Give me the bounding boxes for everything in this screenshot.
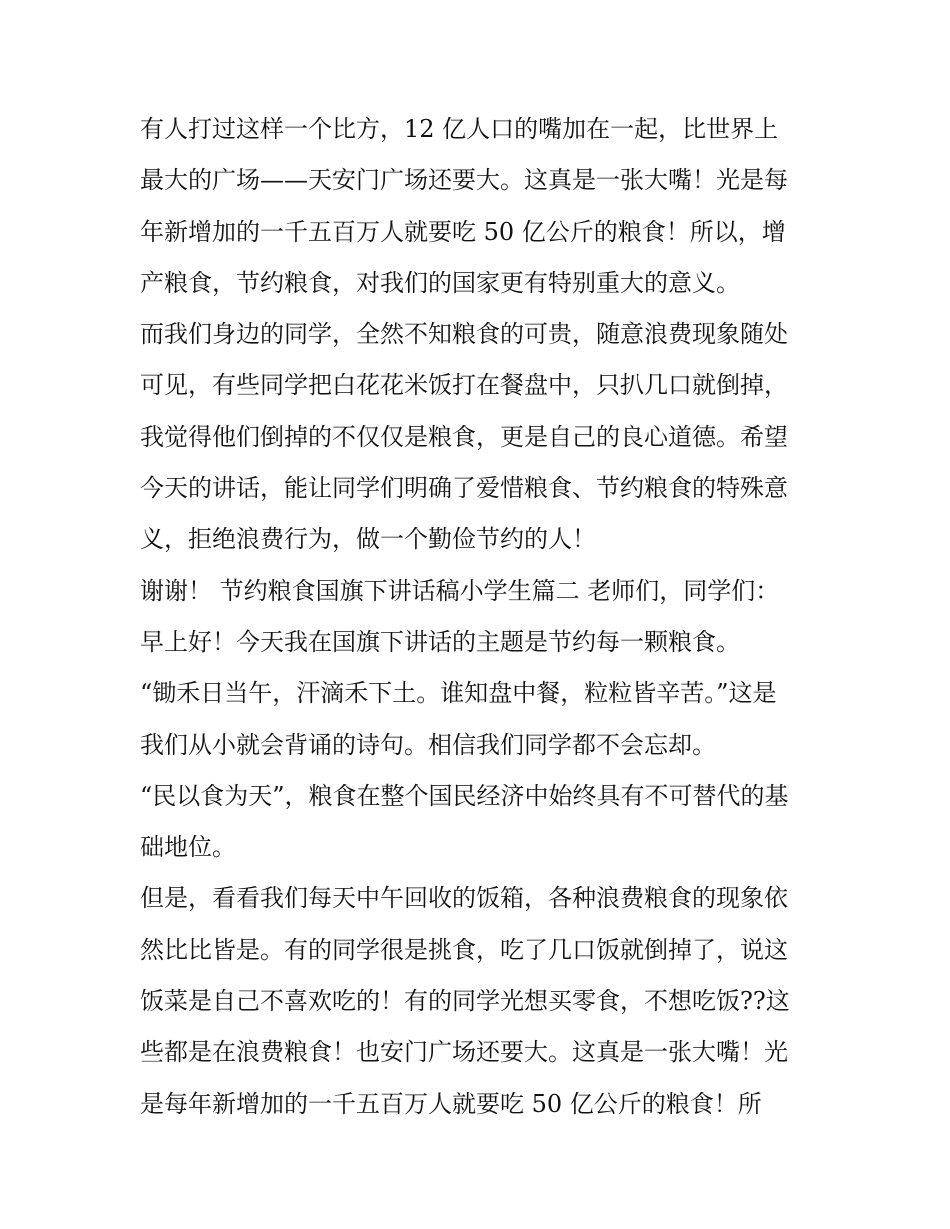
text-line: 但是，看看我们每天中午回收的饭箱，各种浪费粮食的现象依 [140,884,788,913]
text-line: 是每年新增加的一千五百万人就要吃 50 亿公斤的粮食！所 [140,1089,762,1118]
text-line: 饭菜是自己不喜欢吃的！有的同学光想买零食，不想吃饭??这 [140,987,790,1016]
text-line: 有人打过这样一个比方，12 亿人口的嘴加在一起，比世界上 [140,115,779,143]
text-line: 我觉得他们倒掉的不仅仅是粮食，更是自己的良心道德。希望 [140,422,788,451]
text-line: 可见，有些同学把白花花米饭打在餐盘中，只扒几口就倒掉， [140,371,788,400]
body-text [140,104,830,1130]
text-line: 产粮食，节约粮食，对我们的国家更有特别重大的意义。 [140,268,740,297]
text-line: 义，拒绝浪费行为，做一个勤俭节约的人！ [140,525,596,554]
text-line: 早上好！今天我在国旗下讲话的主题是节约每一颗粮食。 [140,627,740,656]
text-line: 然比比皆是。有的同学很是挑食，吃了几口饭就倒掉了，说这 [140,935,788,964]
text-line: “民以食为天”，粮食在整个国民经济中始终具有不可替代的基 [140,781,789,810]
text-line: 谢谢！ 节约粮食国旗下讲话稿小学生篇二 老师们，同学们： [140,576,780,605]
text-line: 今天的讲话，能让同学们明确了爱惜粮食、节约粮食的特殊意 [140,474,788,503]
text-line: 础地位。 [140,833,236,862]
text-line: “锄禾日当午，汗滴禾下土。谁知盘中餐，粒粒皆辛苦。”这是 [140,679,777,708]
text-line: 我们从小就会背诵的诗句。相信我们同学都不会忘却。 [140,730,716,759]
text-line: 最大的广场——天安门广场还要大。这真是一张大嘴！光是每 [140,166,788,195]
text-line: 些都是在浪费粮食！也安门广场还要大。这真是一张大嘴！光 [140,1038,788,1067]
text-line: 年新增加的一千五百万人就要吃 50 亿公斤的粮食！所以，增 [140,217,786,246]
text-line: 而我们身边的同学，全然不知粮食的可贵，随意浪费现象随处 [140,320,788,349]
